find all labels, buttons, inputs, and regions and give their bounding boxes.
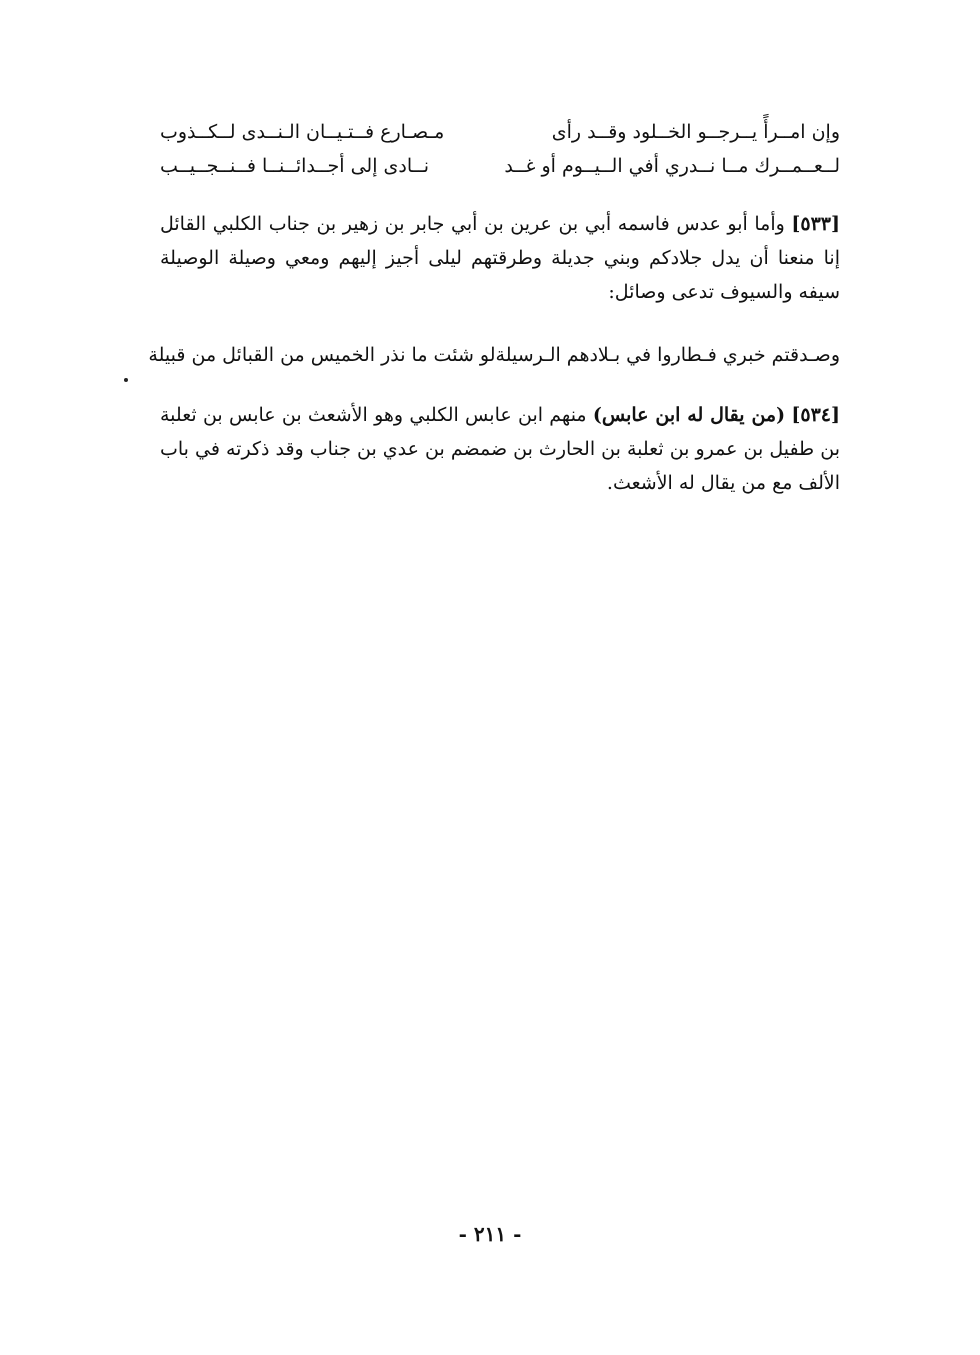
entry-heading: (من يقال له ابن عابس)	[592, 404, 786, 426]
poem-verse-1	[160, 122, 840, 176]
entry-533	[160, 207, 840, 309]
verse-line	[160, 156, 840, 176]
verse-line	[160, 122, 840, 142]
verse-hemistich-second: لو شئت ما نذر الخميس من القبائل من قبيلة	[148, 344, 496, 366]
verse-hemistich-first: وصـدقتم خبري فـطاروا في بـلادهم الـرسيلة	[495, 344, 840, 366]
verse-line	[148, 344, 840, 366]
page-number: - ٢١١ -	[458, 1222, 522, 1246]
verse-hemistich-second: مـصـارع فــتـيــان الـنــدى لــكــذوب	[160, 121, 445, 143]
verse-hemistich-first: وإن امــرأً يــرجــو الخــلود وقــد رأى	[551, 121, 840, 143]
verse-hemistich-first: لــعــمــرك مــا نــدري أفي الــيــوم أو غــد	[504, 155, 840, 177]
entry-text: وأما أبو عدس فاسمه أبي بن عرين بن أبي جابر بن زهير بن جناب الكلبي القائل إنا منعنا أن يدل جلادكم وبني جديلة وطرقتهم ليلى أجيز إليهم ومعي وصيلة الوصيلة سيفه والسيوف تدعى وصائل:	[160, 213, 840, 303]
entry-number: [٥٣٣]	[791, 213, 841, 235]
verse-hemistich-second: نــادى إلى أجــدائــنــا فــنــجــيــب	[160, 155, 430, 177]
entry-534	[160, 398, 840, 500]
entry-paragraph	[160, 207, 840, 309]
entry-number: [٥٣٤]	[791, 404, 840, 426]
poem-verse-2	[148, 344, 840, 366]
entry-text: منهم ابن عابس الكلبي وهو الأشعث بن عابس بن ثعلبة بن طفيل بن عمرو بن ثعلبة بن الحارث بن ضمضم بن عدي بن جناب وقد ذكرته في باب الألف مع من يقال له الأشعث.	[160, 404, 840, 494]
entry-paragraph	[160, 398, 840, 500]
stray-mark	[124, 378, 128, 382]
